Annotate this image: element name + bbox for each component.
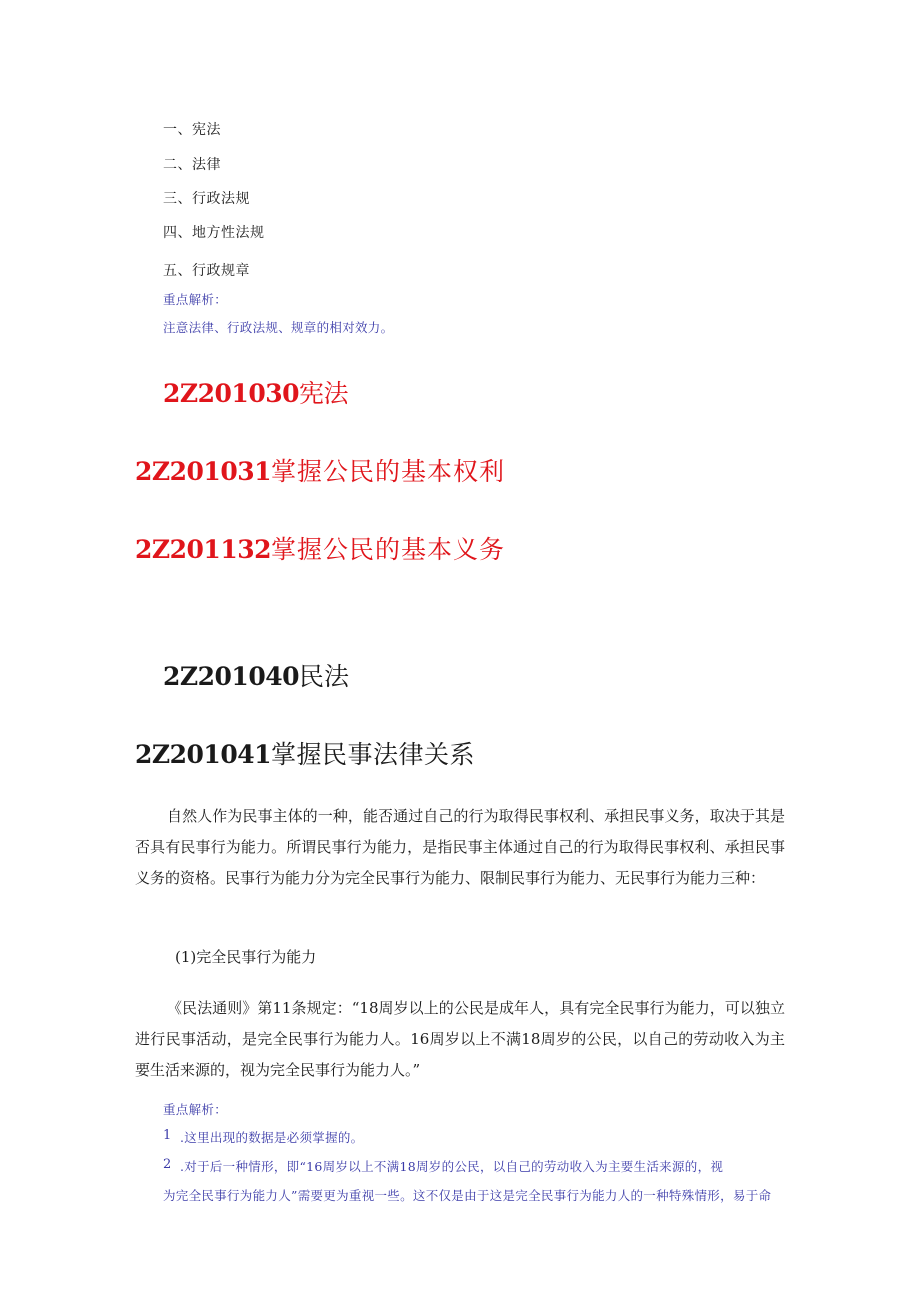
heading-civil-legal-relations bbox=[135, 735, 475, 771]
note-text: 注意法律、行政法规、规章的相对效力。 bbox=[163, 320, 394, 335]
heading-constitution bbox=[163, 374, 348, 410]
heading-title: 掌握民事法律关系 bbox=[271, 740, 476, 769]
heading-citizen-rights bbox=[135, 452, 505, 488]
note-item-continuation: 为完全民事行为能力人”需要更为重视一些。这不仅是由于这是完全民事行为能力人的一种特殊情形，易于命 bbox=[163, 1188, 772, 1203]
heading-title: 宪法 bbox=[299, 379, 349, 408]
heading-citizen-duties bbox=[135, 530, 505, 566]
note-item-number: 1 bbox=[163, 1128, 172, 1143]
note-item-text: .对于后一种情形，即“16周岁以上不满18周岁的公民，以自己的劳动收入为主要生活来源的，视 bbox=[180, 1159, 724, 1174]
heading-title: 掌握公民的基本义务 bbox=[271, 535, 506, 564]
list-item-constitution: 一、宪法 bbox=[163, 122, 221, 138]
heading-title: 掌握公民的基本权利 bbox=[271, 457, 506, 486]
note-item-text: .这里出现的数据是必须掌握的。 bbox=[180, 1130, 364, 1145]
subheading-full-capacity: (1)完全民事行为能力 bbox=[175, 948, 317, 966]
note-title: 重点解析： bbox=[163, 292, 228, 307]
paragraph-civil-code-article: 《民法通则》第11条规定：“18周岁以上的公民是成年人，具有完全民事行为能力，可以独立进行民事活动，是完全民事行为能力人。16周岁以上不满18周岁的公民，以自己的劳动收入为主要生活来源的，视为完全民事行为能力人。” bbox=[135, 999, 785, 1079]
paragraph-capacity-intro: 自然人作为民事主体的一种，能否通过自己的行为取得民事权利、承担民事义务，取决于其是否具有民事行为能力。所谓民事行为能力，是指民事主体通过自己的行为取得民事权利、承担民事义务的资格。民事行为能力分为完全民事行为能力、限制民事行为能力、无民事行为能力三种： bbox=[135, 807, 785, 887]
heading-title: 民法 bbox=[299, 662, 350, 691]
list-item-law: 二、法律 bbox=[163, 157, 221, 173]
note-title: 重点解析： bbox=[163, 1102, 228, 1117]
heading-code: 2Z201030 bbox=[163, 379, 300, 408]
list-item-local-regulations: 四、地方性法规 bbox=[163, 225, 265, 241]
list-item-administrative-regulations: 三、行政法规 bbox=[163, 191, 250, 207]
list-item-administrative-rules: 五、行政规章 bbox=[163, 263, 250, 279]
heading-civil-law bbox=[163, 657, 349, 693]
heading-code: 2Z201132 bbox=[135, 535, 272, 564]
heading-code: 2Z201040 bbox=[163, 662, 300, 691]
note-item-number: 2 bbox=[163, 1157, 172, 1172]
heading-code: 2Z201031 bbox=[135, 457, 272, 486]
heading-code: 2Z201041 bbox=[135, 740, 272, 769]
